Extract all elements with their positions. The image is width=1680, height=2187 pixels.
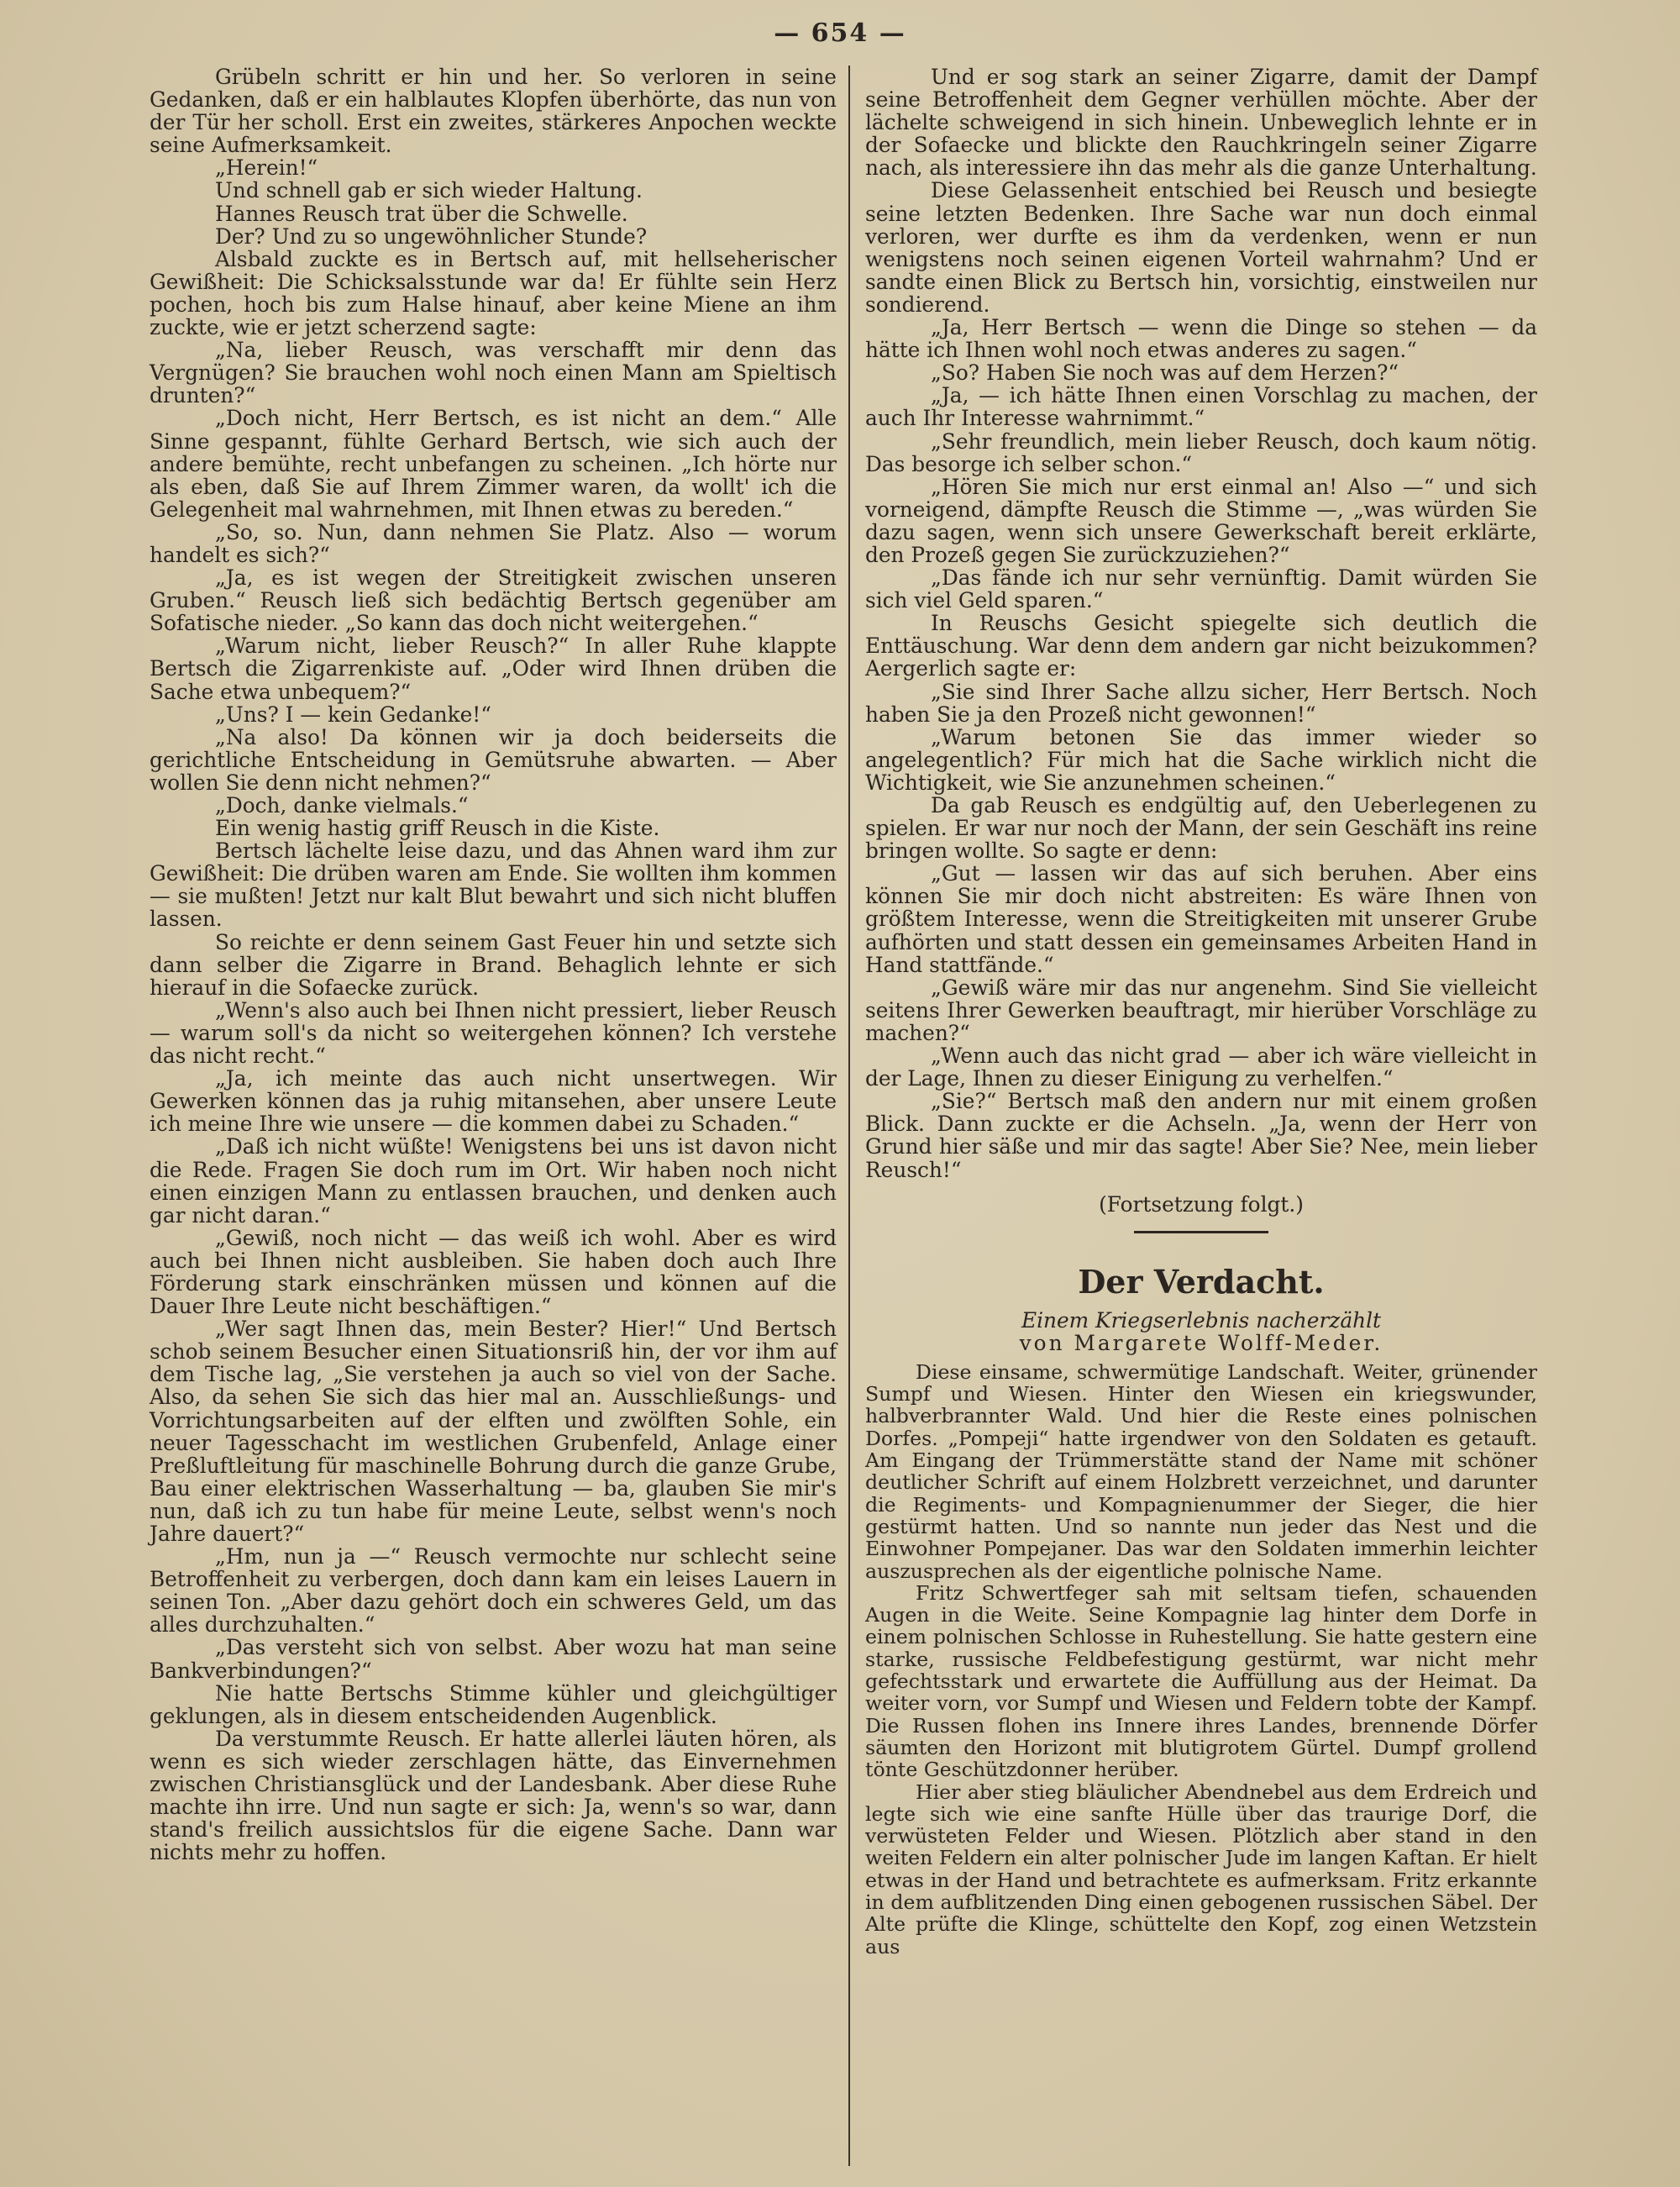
paragraph: In Reuschs Gesicht spiegelte sich deutlich die Enttäuschung. War denn dem andern gar nicht beizukommen? Aergerlich sagte er:	[865, 611, 1537, 681]
paragraph: Hier aber stieg bläulicher Abendnebel aus dem Erdreich und legte sich wie eine sanfte Hülle über das traurige Dorf, die verwüsteten Felder und Wiesen. Plötzlich aber stand in den weiten Feldern ein alter polnischer Jude im langen Kaftan. Er hielt etwas in der Hand und betrachtete es aufmerksam. Fritz erkannte in dem aufblitzenden Ding einen gebogenen russischen Säbel. Der Alte prüfte die Klinge, schüttelte den Kopf, zog einen Wetzstein aus	[865, 1780, 1537, 1958]
paragraph: „Wenn auch das nicht grad — aber ich wäre vielleicht in der Lage, Ihnen zu dieser Einigung zu verhelfen.“	[865, 1044, 1537, 1091]
paragraph: Hannes Reusch trat über die Schwelle.	[215, 201, 628, 226]
story-subtitle: Einem Kriegserlebnis nacherzählt	[1021, 1307, 1382, 1333]
paragraph: „Hm, nun ja —“ Reusch vermochte nur schlecht seine Betroffenheit zu verbergen, doch dann kam ein leises Lauern in seinen Ton. „Aber dazu gehört doch ein schweres Geld, um das alles durchzuhalten.“	[150, 1544, 837, 1638]
paragraph: Und schnell gab er sich wieder Haltung.	[215, 178, 643, 203]
story-author: von Margarete Wolff-Meder.	[1019, 1330, 1383, 1355]
novel-continuation	[865, 66, 1537, 1181]
paragraph: „Sehr freundlich, mein lieber Reusch, doch kaum nötig. Das besorge ich selber schon.“	[865, 428, 1537, 476]
paragraph: Bertsch lächelte leise dazu, und das Ahnen ward ihm zur Gewißheit: Die drüben waren am Ende. Sie wollten ihm kommen — sie mußten! Jetzt nur kalt Blut bewahrt und sich nicht bluffen lassen.	[150, 839, 837, 932]
paragraph: „So? Haben Sie noch was auf dem Herzen?“	[931, 360, 1399, 386]
paragraph: „Na, lieber Reusch, was verschafft mir denn das Vergnügen? Sie brauchen wohl noch einen Mann am Spieltisch drunten?“	[150, 338, 837, 408]
section-separator	[1134, 1231, 1268, 1233]
paragraph: „Hören Sie mich nur erst einmal an! Also —“ und sich vorneigend, dämpfte Reusch die Stimme —, „was würden Sie dazu sagen, wenn sich unsere Gewerkschaft bereit erklärte, den Prozeß gegen Sie zurückzuziehen?“	[865, 474, 1537, 567]
paragraph: Und er sog stark an seiner Zigarre, damit der Dampf seine Betroffenheit dem Gegner verhüllen möchte. Aber der lächelte schweigend in sich hinein. Unbeweglich lehnte er in der Sofaecke und blickte den Rauchkringeln seiner Zigarre nach, als interessiere ihn das mehr als die ganze Unterhaltung.	[865, 65, 1537, 181]
paragraph: Fritz Schwertfeger sah mit seltsam tiefen, schauenden Augen in die Weite. Seine Kompagnie lag hinter dem Dorfe in einem polnischen Schlosse in Ruhestellung. Sie hatte gestern eine starke, russische Feldbefestigung gestürmt, war nicht mehr gefechtsstark und erwartete die Auffüllung aus der Heimat. Da weiter vorn, vor Sumpf und Wiesen und Feldern tobte der Kampf. Die Russen flohen ins Innere ihres Landes, brennende Dörfer säumten den Horizont mit blutigrotem Gürtel. Dumpf grollend tönte Geschützdonner herüber.	[865, 1580, 1537, 1782]
left-column	[150, 66, 837, 1864]
paragraph: So reichte er denn seinem Gast Feuer hin und setzte sich dann selber die Zigarre in Brand. Behaglich lehnte er sich hierauf in die Sofaecke zurück.	[150, 929, 837, 1000]
paragraph: „Na also! Da können wir ja doch beiderseits die gerichtliche Entscheidung in Gemütsruhe abwarten. — Aber wollen Sie denn nicht nehmen?“	[150, 724, 837, 795]
paragraph: „Ja, Herr Bertsch — wenn die Dinge so stehen — da hätte ich Ihnen wohl noch etwas anderes zu sagen.“	[865, 315, 1537, 363]
paragraph: Ein wenig hastig griff Reusch in die Kiste.	[215, 816, 660, 841]
paragraph: „Das fände ich nur sehr vernünftig. Damit würden Sie sich viel Geld sparen.“	[865, 565, 1537, 613]
paragraph: Diese einsame, schwermütige Landschaft. Weiter, grünender Sumpf und Wiesen. Hinter den Wiesen ein kriegswunder, halbverbrannter Wald. Und hier die Reste eines polnischen Dorfes. „Pompeji“ hatte irgendwer von den Soldaten es getauft. Am Eingang der Trümmerstätte stand der Name mit schöner deutlicher Schrift auf einem Holzbrett verzeichnet, und darunter die Regiments- und Kompagnienummer der Sieger, die hier gestürmt hatten. Und so nannte nun jeder das Nest und die Einwohner Pompejaner. Das war den Soldaten immerhin leichter auszusprechen als der eigentliche polnische Name.	[865, 1359, 1537, 1583]
column-divider	[848, 66, 850, 2166]
story-title: Der Verdacht.	[1078, 1262, 1325, 1301]
paragraph: „Gut — lassen wir das auf sich beruhen. Aber eins können Sie mir doch nicht abstreiten: Es wäre Ihnen von größtem Interesse, wenn die Streitigkeiten mit unserer Grube aufhörten und statt dessen ein gemeinsames Arbeiten Hand in Hand stattfände.“	[865, 861, 1537, 977]
page-number: — 654 —	[774, 18, 906, 48]
paragraph: „Ja, ich meinte das auch nicht unsertwegen. Wir Gewerken können das ja ruhig mitansehen, aber unsere Leute ich meine Ihre wie unsere — die kommen dabei zu Schaden.“	[150, 1066, 837, 1137]
paragraph: „So, so. Nun, dann nehmen Sie Platz. Also — worum handelt es sich?“	[150, 519, 837, 567]
paragraph: „Ja, — ich hätte Ihnen einen Vorschlag zu machen, der auch Ihr Interesse wahrnimmt.“	[865, 383, 1537, 431]
paragraph: „Wer sagt Ihnen das, mein Bester? Hier!“ Und Bertsch schob seinem Besucher einen Situationsriß hin, der vor ihm auf dem Tische lag, „Sie verstehen ja auch so viel von der Sache. Also, da sehen Sie sich das hier mal an. Ausschließungs- und Vorrichtungsarbeiten auf der elften und zwölften Sohle, ein neuer Tagesschacht im westlichen Grubenfeld, Anlage einer Preßluftleitung für maschinelle Bohrung durch die ganze Grube, Bau einer elektrischen Wasserhaltung — ba, glauben Sie mir's nun, daß ich zu tun habe für meine Leute, selbst wenn's noch Jahre dauert?“	[150, 1317, 837, 1546]
paragraph: „Gewiß wäre mir das nur angenehm. Sind Sie vielleicht seitens Ihrer Gewerken beauftragt, mir hierüber Vorschläge zu machen?“	[865, 975, 1537, 1045]
paragraph: Grübeln schritt er hin und her. So verloren in seine Gedanken, daß er ein halblautes Klopfen überhörte, das nun von der Tür her scholl. Erst ein zweites, stärkeres Anpochen weckte seine Aufmerksamkeit.	[150, 65, 837, 158]
paragraph: „Ja, es ist wegen der Streitigkeit zwischen unseren Gruben.“ Reusch ließ sich bedächtig Bertsch gegenüber am Sofatische nieder. „So kann das doch nicht weitergehen.“	[150, 565, 837, 636]
paragraph: „Wenn's also auch bei Ihnen nicht pressiert, lieber Reusch — warum soll's da nicht so weitergehen können? Ich verstehe das nicht recht.“	[150, 997, 837, 1069]
paragraph: „Warum nicht, lieber Reusch?“ In aller Ruhe klappte Bertsch die Zigarrenkiste auf. „Oder wird Ihnen drüben die Sache etwa unbequem?“	[150, 633, 837, 704]
paragraph: „Herein!“	[215, 155, 318, 181]
paragraph: „Doch nicht, Herr Bertsch, es ist nicht an dem.“ Alle Sinne gespannt, fühlte Gerhard Bertsch, wie sich auch der andere bemühte, recht unbefangen zu scheinen. „Ich hörte nur als eben, daß Sie auf Ihrem Zimmer waren, da wollt' ich die Gelegenheit mal wahrnehmen, mit Ihnen etwas zu bereden.“	[150, 406, 837, 522]
paragraph: Alsbald zuckte es in Bertsch auf, mit hellseherischer Gewißheit: Die Schicksalsstunde war da! Er fühlte sein Herz pochen, hoch bis zum Halse hinauf, aber keine Miene an ihm zuckte, wie er jetzt scherzend sagte:	[150, 246, 837, 340]
right-column	[865, 66, 1537, 1958]
paragraph: Nie hatte Bertschs Stimme kühler und gleichgültiger geklungen, als in diesem entscheidenden Augenblick.	[150, 1680, 837, 1728]
story-body	[865, 1361, 1537, 1958]
continued-note: (Fortsetzung folgt.)	[1099, 1191, 1304, 1217]
paragraph: Da verstummte Reusch. Er hatte allerlei läuten hören, als wenn es sich wieder zerschlagen hätte, das Einvernehmen zwischen Christiansglück und der Landesbank. Aber diese Ruhe machte ihn irre. Und nun sagte er sich: Ja, wenn's so war, dann stand's freilich aussichtslos für die eigene Sache. Dann war nichts mehr zu hoffen.	[150, 1726, 837, 1865]
paragraph: „Das versteht sich von selbst. Aber wozu hat man seine Bankverbindungen?“	[150, 1635, 837, 1683]
paragraph: Da gab Reusch es endgültig auf, den Ueberlegenen zu spielen. Er war nur noch der Mann, der sein Geschäft ins reine bringen wollte. So sagte er denn:	[865, 793, 1537, 864]
paragraph: „Warum betonen Sie das immer wieder so angelegentlich? Für mich hat die Sache wirklich nicht die Wichtigkeit, wie Sie anzunehmen scheinen.“	[865, 724, 1537, 795]
paragraph: „Gewiß, noch nicht — das weiß ich wohl. Aber es wird auch bei Ihnen nicht ausbleiben. Sie haben doch auch Ihre Förderung stark einschränken müssen und können auf die Dauer Ihre Leute nicht beschäftigen.“	[150, 1225, 837, 1319]
paragraph: „Sie sind Ihrer Sache allzu sicher, Herr Bertsch. Noch haben Sie ja den Prozeß nicht gewonnen!“	[865, 679, 1537, 727]
paragraph: „Uns? I — kein Gedanke!“	[215, 702, 491, 727]
paragraph: Der? Und zu so ungewöhnlicher Stunde?	[215, 223, 648, 249]
paragraph: „Daß ich nicht wüßte! Wenigstens bei uns ist davon nicht die Rede. Fragen Sie doch rum im Ort. Wir haben noch nicht einen einzigen Mann zu entlassen brauchen, und denken auch gar nicht daran.“	[150, 1134, 837, 1228]
paragraph: „Sie?“ Bertsch maß den andern nur mit einem großen Blick. Dann zuckte er die Achseln. „Ja, wenn der Herr von Grund hier säße und mir das sagte! Aber Sie? Nee, mein lieber Reusch!“	[865, 1089, 1537, 1182]
paragraph: „Doch, danke vielmals.“	[215, 793, 469, 817]
paragraph: Diese Gelassenheit entschied bei Reusch und besiegte seine letzten Bedenken. Ihre Sache war nun doch einmal verloren, wer durfte es ihm da verdenken, wenn er nun wenigstens noch seinen eigenen Vorteil wahrnahm? Und er sandte einen Blick zu Bertsch hin, vorsichtig, einstweilen nur sondierend.	[865, 178, 1537, 317]
